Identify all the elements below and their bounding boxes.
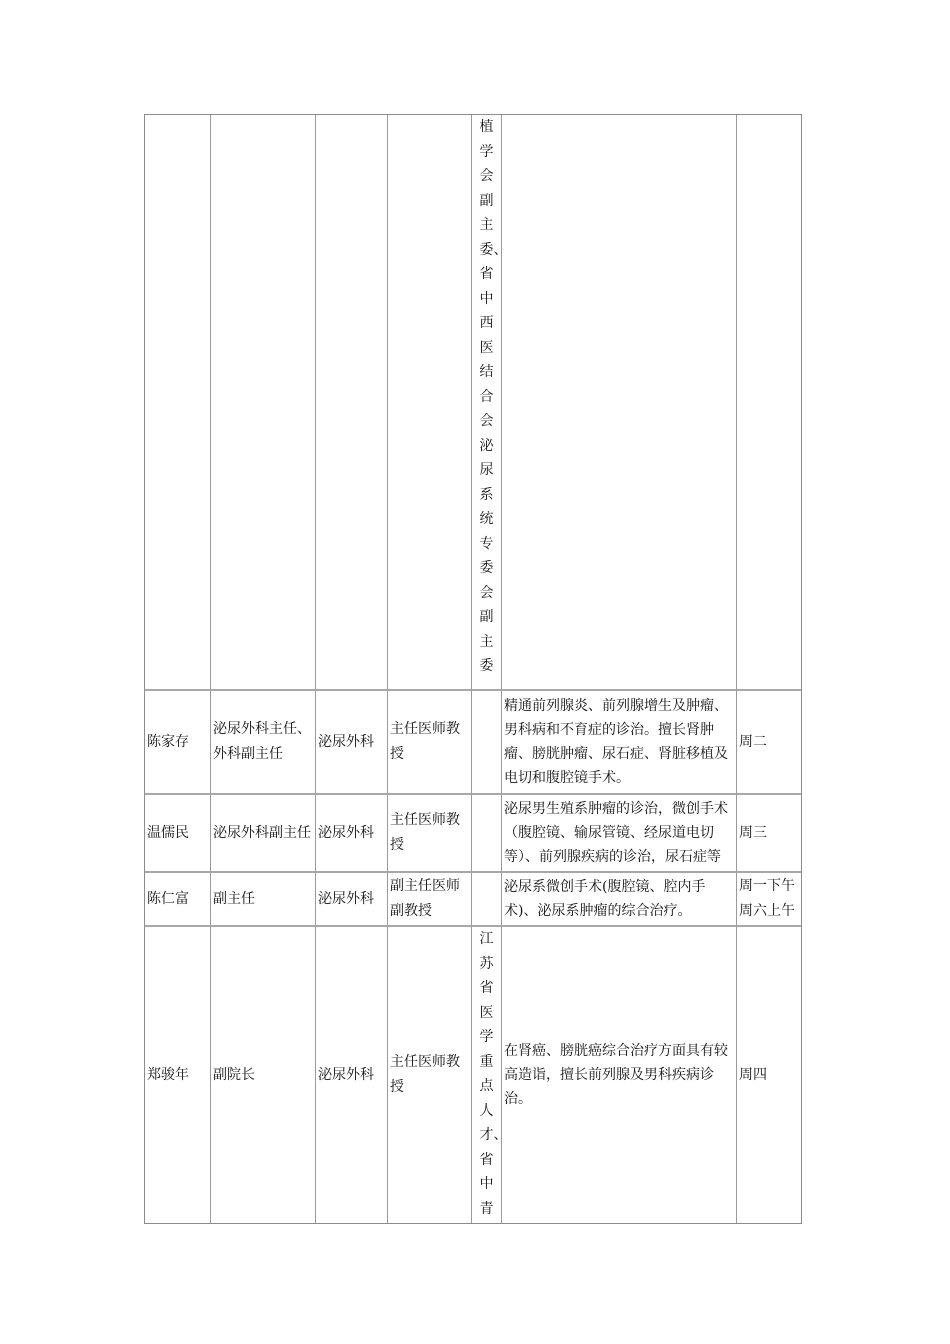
doctor-name <box>145 115 211 691</box>
clinic-schedule <box>737 115 801 691</box>
doctor-position: 副院长 <box>211 927 316 1223</box>
doctor-title <box>388 115 472 691</box>
doctor-specialty: 在肾癌、膀胱癌综合治疗方面具有较高造诣，擅长前列腺及男科疾病诊治。 <box>502 927 737 1223</box>
doctor-name: 陈家存 <box>145 691 211 795</box>
doctor-specialty: 泌尿系微创手术(腹腔镜、腔内手术)、泌尿系肿瘤的综合治疗。 <box>502 873 737 927</box>
doctor-department: 泌尿外科 <box>316 795 388 873</box>
table-row <box>145 691 801 795</box>
doctor-honors: 植学会副主委、省中西医结合会泌尿系统专委会副主委 <box>479 119 508 674</box>
doctor-title: 副主任医师副教授 <box>388 873 472 927</box>
doctor-department: 泌尿外科 <box>316 873 388 927</box>
doctor-name: 郑骏年 <box>145 927 211 1223</box>
doctor-title: 主任医师教授 <box>388 927 472 1223</box>
doctor-position: 副主任 <box>211 873 316 927</box>
clinic-schedule: 周一下午周六上午 <box>737 873 801 927</box>
doctor-honors-cell <box>472 115 508 691</box>
doctor-schedule-table <box>144 114 802 1224</box>
doctor-department: 泌尿外科 <box>316 691 388 795</box>
doctor-honors-cell <box>472 873 502 927</box>
doctor-specialty <box>502 115 737 691</box>
table-row <box>145 927 801 1223</box>
doctor-title: 主任医师教授 <box>388 691 472 795</box>
table-row <box>145 795 801 873</box>
doctor-position: 泌尿外科副主任 <box>211 795 316 873</box>
doctor-department: 泌尿外科 <box>316 927 388 1223</box>
doctor-specialty: 精通前列腺炎、前列腺增生及肿瘤、男科病和不育症的诊治。擅长肾肿瘤、膀胱肿瘤、尿石症、肾脏移植及电切和腹腔镜手术。 <box>502 691 737 795</box>
doctor-honors-cell <box>472 691 502 795</box>
clinic-schedule: 周四 <box>739 1066 767 1083</box>
doctor-honors-cell <box>472 795 502 873</box>
doctor-position <box>211 115 316 691</box>
clinic-schedule: 周二 <box>737 691 801 795</box>
table-row <box>145 115 801 691</box>
table-row <box>145 873 801 927</box>
doctor-title: 主任医师教授 <box>388 795 472 873</box>
doctor-department <box>316 115 388 691</box>
clinic-schedule: 周三 <box>737 795 801 873</box>
doctor-name: 温儒民 <box>145 795 211 873</box>
doctor-name: 陈仁富 <box>145 873 211 927</box>
doctor-position: 泌尿外科主任、外科副主任 <box>211 691 316 795</box>
doctor-honors-cell <box>472 927 508 1223</box>
doctor-honors: 江苏省医学重点人才、省中青 <box>479 931 508 1217</box>
doctor-specialty: 泌尿男生殖系肿瘤的诊治，微创手术（腹腔镜、输尿管镜、经尿道电切等）、前列腺疾病的诊治，尿石症等 <box>502 795 737 873</box>
